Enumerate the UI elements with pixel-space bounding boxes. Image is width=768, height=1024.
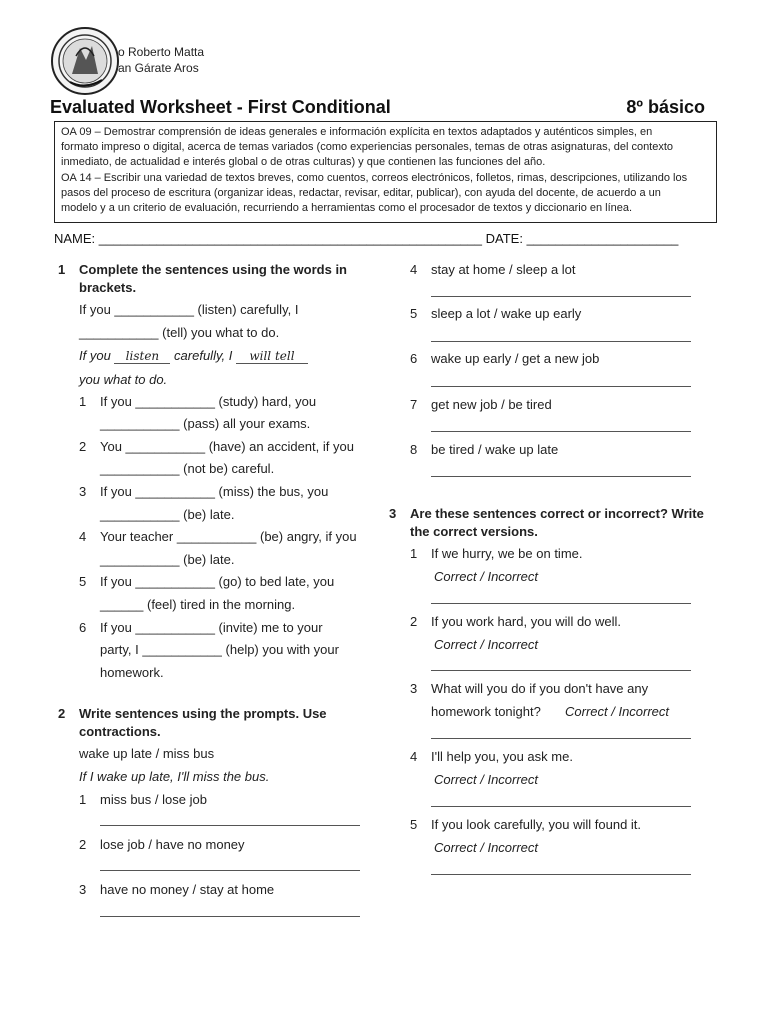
section-2-heading: Write sentences using the prompts. Use: [79, 706, 327, 721]
name-label: NAME:: [54, 231, 96, 246]
item-number: 2: [79, 837, 87, 852]
item-number: 4: [410, 262, 418, 277]
question-text[interactable]: You ___________ (have) an accident, if you: [100, 439, 354, 454]
example-sentence: If you ___________ (listen) carefully, I: [79, 302, 299, 317]
prompt-text: lose job / have no money: [100, 837, 245, 852]
section-1-heading: Complete the sentences using the words in: [79, 262, 347, 277]
answer-line[interactable]: [100, 916, 360, 917]
school-line-1: o Roberto Matta: [118, 45, 205, 59]
answer-line[interactable]: [431, 806, 691, 807]
section-3-heading: Are these sentences correct or incorrect? Write: [410, 506, 704, 521]
objective-text: pasos del proceso de escritura (organizar ideas, redactar, revisar, editar, publicar), con ayuda del docente, de acuerdo a un: [61, 186, 661, 199]
answer-line[interactable]: [431, 603, 691, 604]
question-text[interactable]: ___________ (pass) all your exams.: [100, 416, 311, 431]
section-1-heading: brackets.: [79, 280, 137, 295]
item-number: 7: [410, 397, 418, 412]
question-text[interactable]: Your teacher ___________ (be) angry, if you: [100, 529, 357, 544]
handwritten-answer: will tell: [236, 349, 308, 364]
item-number: 1: [79, 792, 87, 807]
correct-incorrect-choice[interactable]: Correct / Incorrect: [434, 569, 539, 584]
item-number: 2: [79, 439, 87, 454]
model-answer-text: If you: [79, 348, 111, 363]
item-number: 5: [410, 306, 418, 321]
section-3-heading: the correct versions.: [410, 524, 538, 539]
answer-line[interactable]: [431, 476, 691, 477]
sentence-text: What will you do if you don't have any: [431, 681, 649, 696]
prompt-text: get new job / be tired: [431, 397, 552, 412]
item-number: 5: [410, 817, 418, 832]
school-name: [118, 44, 204, 76]
objective-text: modelo y a un criterio de evaluación, recurriendo a herramientas como el procesador de textos y diccionario en línea.: [61, 202, 633, 215]
objective-text: OA 09 – Demostrar comprensión de ideas generales e información explícita en textos adaptados y auténticos simples, en: [61, 126, 653, 138]
item-number: 3: [410, 681, 418, 696]
section-3-number: 3: [389, 506, 397, 521]
item-number: 1: [79, 394, 87, 409]
sentence-text: If you work hard, you will do well.: [431, 614, 622, 629]
answer-line[interactable]: [431, 341, 691, 342]
model-answer-text: carefully, I: [174, 348, 233, 363]
prompt-text: wake up early / get a new job: [431, 351, 600, 366]
prompt-text: have no money / stay at home: [100, 882, 275, 897]
name-date-bar: [54, 231, 678, 246]
prompt-text: sleep a lot / wake up early: [431, 306, 582, 321]
objective-text: formato impreso o digital, acerca de temas variados (como experiencias personales, temas de otras asignaturas, del contexto: [61, 141, 674, 154]
section-1-number: 1: [58, 262, 66, 277]
section-2-heading: contractions.: [79, 724, 161, 739]
example-prompt: wake up late / miss bus: [79, 746, 215, 761]
sentence-text: If you look carefully, you will found it.: [431, 817, 642, 832]
correct-incorrect-choice[interactable]: Correct / Incorrect: [565, 704, 670, 719]
item-number: 3: [79, 882, 87, 897]
question-text[interactable]: homework.: [100, 665, 164, 680]
school-logo: [50, 26, 120, 96]
name-field[interactable]: _____________________________________________________: [98, 231, 482, 246]
item-number: 1: [410, 546, 418, 561]
question-text[interactable]: ___________ (not be) careful.: [100, 461, 275, 476]
objectives-box: [54, 121, 717, 223]
answer-line[interactable]: [431, 296, 691, 297]
prompt-text: miss bus / lose job: [100, 792, 207, 807]
school-line-2: an Gárate Aros: [118, 61, 199, 75]
answer-line[interactable]: [431, 874, 691, 875]
answer-line[interactable]: [431, 431, 691, 432]
example-sentence: ___________ (tell) you what to do.: [79, 325, 280, 340]
item-number: 8: [410, 442, 418, 457]
grade-level: 8º básico: [626, 97, 705, 117]
item-number: 2: [410, 614, 418, 629]
item-number: 4: [79, 529, 87, 544]
item-number: 4: [410, 749, 418, 764]
answer-line[interactable]: [100, 870, 360, 871]
question-text[interactable]: If you ___________ (study) hard, you: [100, 394, 317, 409]
correct-incorrect-choice[interactable]: Correct / Incorrect: [434, 637, 539, 652]
model-answer-text: you what to do.: [79, 372, 168, 387]
correct-incorrect-choice[interactable]: Correct / Incorrect: [434, 772, 539, 787]
sentence-text: I'll help you, you ask me.: [431, 749, 573, 764]
answer-line[interactable]: [100, 825, 360, 826]
question-text[interactable]: ___________ (be) late.: [100, 552, 235, 567]
objective-text: OA 14 – Escribir una variedad de textos breves, como cuentos, correos electrónicos, folletos, rimas, descripciones, utilizando los: [61, 171, 688, 184]
date-field[interactable]: _____________________: [526, 231, 679, 246]
question-text[interactable]: ______ (feel) tired in the morning.: [100, 597, 296, 612]
prompt-text: stay at home / sleep a lot: [431, 262, 576, 277]
item-number: 6: [79, 620, 87, 635]
model-answer: [79, 348, 308, 364]
question-text[interactable]: If you ___________ (miss) the bus, you: [100, 484, 329, 499]
item-number: 6: [410, 351, 418, 366]
answer-line[interactable]: [431, 738, 691, 739]
question-text[interactable]: party, I ___________ (help) you with your: [100, 642, 339, 657]
correct-incorrect-choice[interactable]: Correct / Incorrect: [434, 840, 539, 855]
question-text[interactable]: If you ___________ (invite) me to your: [100, 620, 323, 635]
section-2-number: 2: [58, 706, 66, 721]
question-text[interactable]: If you ___________ (go) to bed late, you: [100, 574, 335, 589]
answer-line[interactable]: [431, 670, 691, 671]
handwritten-answer: listen: [114, 349, 170, 364]
sentence-text: homework tonight?: [431, 704, 541, 719]
item-number: 3: [79, 484, 87, 499]
example-answer: If I wake up late, I'll miss the bus.: [79, 769, 270, 784]
prompt-text: be tired / wake up late: [431, 442, 559, 457]
date-label: DATE:: [485, 231, 523, 246]
worksheet-title: Evaluated Worksheet - First Conditional: [50, 97, 391, 117]
sentence-text: If we hurry, we be on time.: [431, 546, 583, 561]
answer-line[interactable]: [431, 386, 691, 387]
item-number: 5: [79, 574, 87, 589]
question-text[interactable]: ___________ (be) late.: [100, 507, 235, 522]
objective-text: inmediato, de actualidad e interés global o de otras culturas) y que contienen las funciones del año.: [61, 156, 546, 169]
